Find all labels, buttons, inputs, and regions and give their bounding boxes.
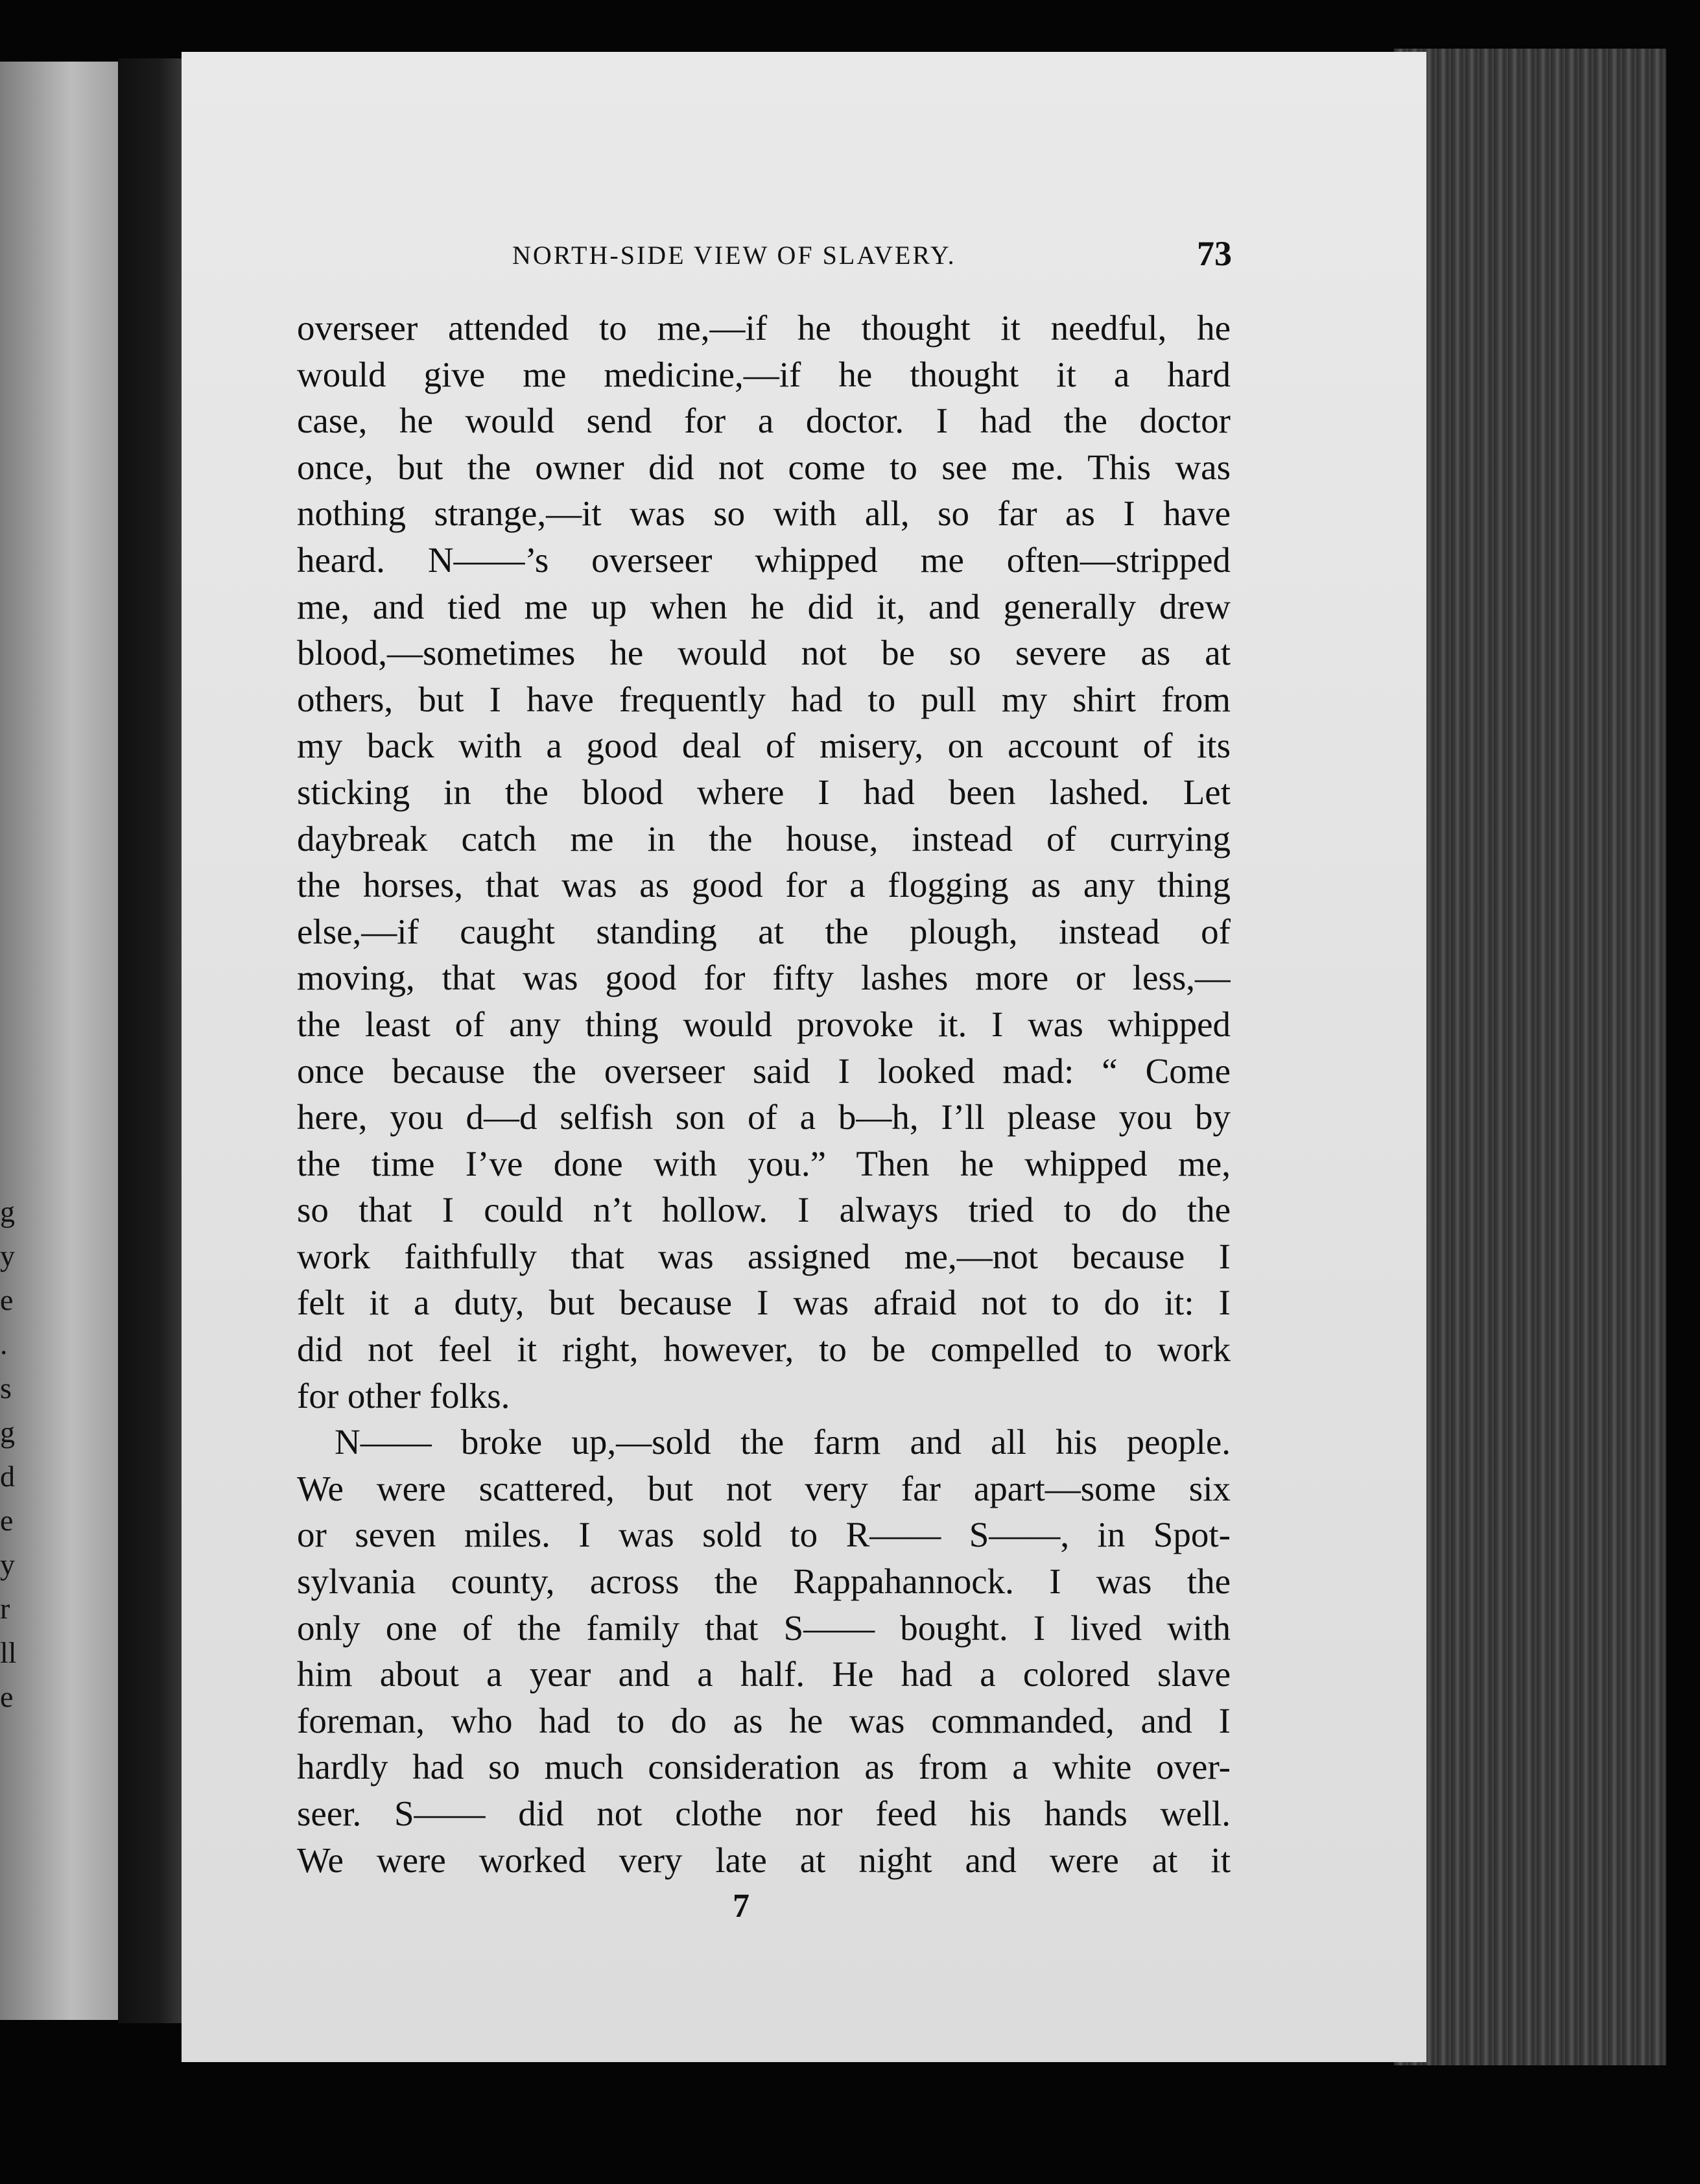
running-head: NORTH-SIDE VIEW OF SLAVERY.: [512, 241, 956, 270]
text-line: nothing strange,—it was so with all, so far as I have: [297, 493, 1231, 534]
text-line: sylvania county, across the Rappahannock. I was the: [297, 1561, 1231, 1602]
page-block-edge: [1394, 49, 1666, 2065]
left-page-edge: [0, 62, 130, 2020]
text-line: him about a year and a half. He had a colored slave: [297, 1654, 1231, 1694]
text-line: work faithfully that was assigned me,—not because I: [297, 1236, 1231, 1276]
text-line: heard. N——’s overseer whipped me often—stripped: [297, 540, 1231, 580]
text-line: me, and tied me up when he did it, and generally drew: [297, 586, 1231, 626]
fragment: g: [0, 1416, 15, 1449]
page-header: [512, 233, 1232, 279]
text-line: We were scattered, but not very far apart—some six: [297, 1468, 1231, 1508]
fragment: r: [0, 1592, 10, 1625]
text-line: foreman, who had to do as he was commanded, and I: [297, 1700, 1231, 1740]
text-line: We were worked very late at night and were at it: [297, 1840, 1231, 1880]
text-line: or seven miles. I was sold to R—— S——, in Spot-: [297, 1515, 1231, 1555]
fragment: .: [0, 1327, 8, 1360]
text-line: the time I’ve done with you.” Then he whipped me,: [297, 1143, 1231, 1183]
book-gutter: [118, 58, 186, 2023]
text-line: my back with a good deal of misery, on account of its: [297, 726, 1231, 766]
fragment: e: [0, 1680, 14, 1713]
fragment: y: [0, 1548, 15, 1581]
text-line: the horses, that was as good for a flogging as any thing: [297, 865, 1231, 905]
text-line: the least of any thing would provoke it. I was whipped: [297, 1004, 1231, 1044]
fragment: d: [0, 1460, 15, 1493]
text-line: N—— broke up,—sold the farm and all his people.: [335, 1422, 1231, 1462]
text-line: once because the overseer said I looked mad: “ Come: [297, 1050, 1231, 1091]
fragment: g: [0, 1195, 15, 1228]
text-line: for other folks.: [297, 1375, 510, 1416]
left-page-fragments: [0, 1190, 19, 1719]
fragment: y: [0, 1239, 15, 1272]
text-line: did not feel it right, however, to be compelled to work: [297, 1329, 1231, 1370]
text-line: sticking in the blood where I had been lashed. Let: [297, 772, 1231, 812]
fragment: e: [0, 1504, 14, 1537]
text-line: overseer attended to me,—if he thought it needful, he: [297, 308, 1231, 348]
body-text: [297, 305, 1231, 1883]
text-line: seer. S—— did not clothe nor feed his hands well.: [297, 1794, 1231, 1833]
signature-mark: 7: [733, 1888, 750, 1925]
text-line: felt it a duty, but because I was afraid not to do it: I: [297, 1283, 1231, 1323]
text-line: daybreak catch me in the house, instead of currying: [297, 818, 1231, 859]
text-line: only one of the family that S—— bought. I lived with: [297, 1608, 1231, 1648]
page-number: 73: [1197, 234, 1232, 273]
fragment: s: [0, 1371, 12, 1405]
fragment: ll: [0, 1636, 17, 1669]
text-line: so that I could n’t hollow. I always tried to do the: [297, 1190, 1231, 1230]
text-line: moving, that was good for fifty lashes more or less,—: [297, 958, 1231, 998]
text-line: else,—if caught standing at the plough, instead of: [297, 911, 1231, 951]
text-line: others, but I have frequently had to pull my shirt from: [297, 679, 1231, 719]
text-line: hardly had so much consideration as from a white over-: [297, 1747, 1231, 1787]
text-line: blood,—sometimes he would not be so severe as at: [297, 633, 1231, 673]
text-line: case, he would send for a doctor. I had the doctor: [297, 401, 1231, 441]
text-line: would give me medicine,—if he thought it a hard: [297, 354, 1231, 394]
text-line: here, you d—d selfish son of a b—h, I’ll please you by: [297, 1097, 1231, 1137]
fragment: e: [0, 1283, 14, 1316]
text-line: once, but the owner did not come to see me. This was: [297, 447, 1231, 487]
